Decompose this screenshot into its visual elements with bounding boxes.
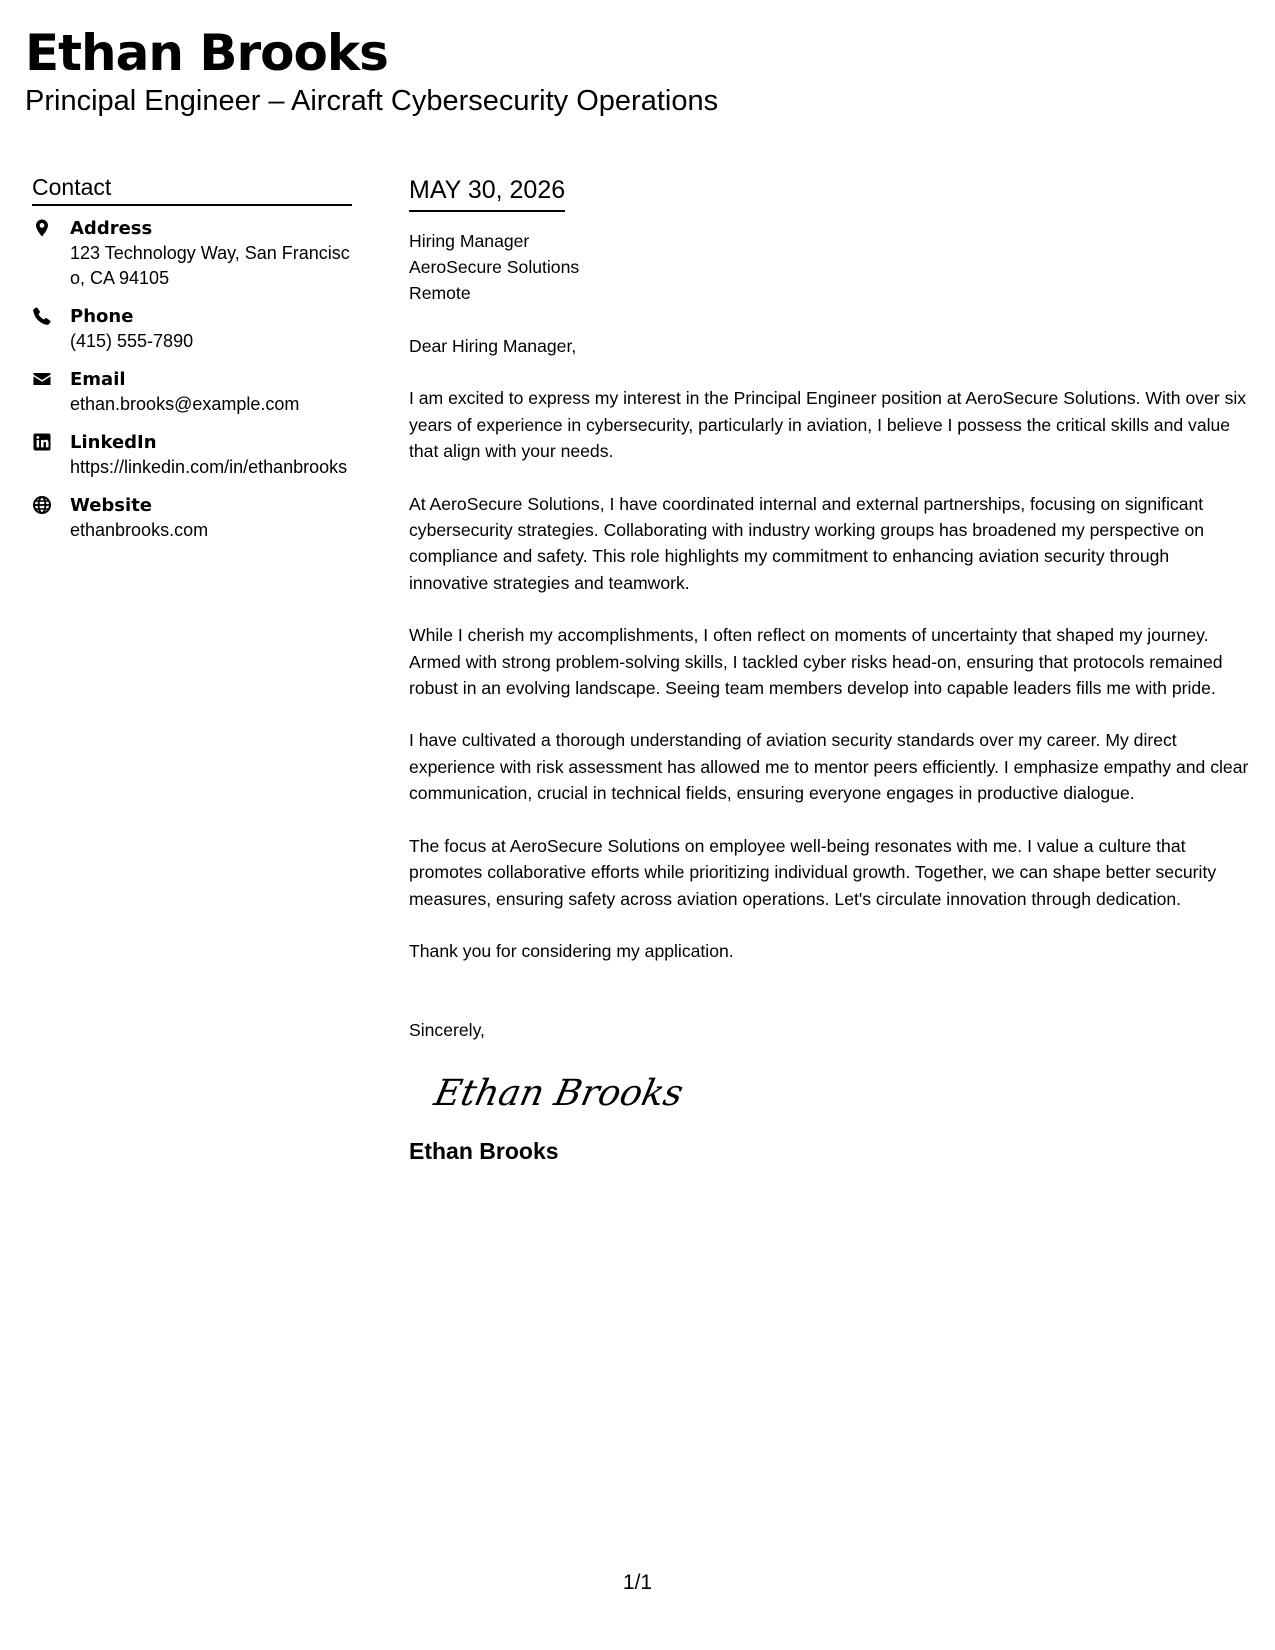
candidate-name: Ethan Brooks: [25, 24, 388, 82]
linkedin-icon: [32, 430, 70, 480]
contact-sidebar: [32, 172, 352, 556]
globe-icon: [32, 493, 70, 543]
envelope-icon: [32, 367, 70, 417]
recipient-company: AeroSecure Solutions: [409, 257, 580, 277]
closing: Sincerely,: [409, 1020, 485, 1041]
recipient-name: Hiring Manager: [409, 231, 530, 251]
signed-name: Ethan Brooks: [409, 1137, 559, 1164]
job-title: Principal Engineer – Aircraft Cybersecurity Operations: [25, 85, 719, 117]
phone-value: (415) 555-7890: [70, 331, 194, 351]
contact-item-phone: [32, 304, 352, 354]
letter-date: MAY 30, 2026: [409, 174, 565, 212]
paragraph-3: While I cherish my accomplishments, I often reflect on moments of uncertainty that shaped my journey. Armed with strong problem-solving skills, I tackled cyber risks head-on, ensuring that protocols remained robust in an evolving landscape. Seeing team members develop into capable leaders fills me with pride.: [409, 625, 1223, 699]
address-value: 123 Technology Way, San Francisco, CA 94105: [70, 243, 350, 288]
paragraph-5: The focus at AeroSecure Solutions on employee well-being resonates with me. I value a culture that promotes collaborative efforts while prioritizing individual growth. Together, we can shape better security measures, ensuring safety across aviation operations. Let's circulate innovation through dedication.: [409, 835, 1217, 909]
contact-heading: Contact: [32, 172, 352, 206]
page-number: 1/1: [622, 1571, 653, 1594]
linkedin-value[interactable]: https://linkedin.com/in/ethanbrooks: [70, 457, 348, 477]
map-pin-icon: [32, 216, 70, 291]
linkedin-label: LinkedIn: [70, 432, 157, 453]
contact-item-website: [32, 493, 352, 543]
handwritten-signature: Ethan Brooks: [430, 1072, 687, 1114]
salutation: Dear Hiring Manager,: [409, 336, 577, 356]
contact-item-address: [32, 216, 352, 291]
paragraph-1: I am excited to express my interest in the Principal Engineer position at AeroSecure Solutions. With over six years of experience in cybersecurity, particularly in aviation, I believe I possess the critical skills and value that align with your needs.: [409, 388, 1247, 462]
recipient-location: Remote: [409, 283, 471, 303]
website-label: Website: [70, 495, 153, 516]
contact-item-email: [32, 367, 352, 417]
thank-you-line: Thank you for considering my application.: [409, 940, 734, 961]
paragraph-2: At AeroSecure Solutions, I have coordinated internal and external partnerships, focusing on significant cybersecurity strategies. Collaborating with industry working groups has broadened my perspective on compliance and safety. This role highlights my commitment to enhancing aviation security through innovative strategies and teamwork.: [409, 493, 1205, 593]
email-label: Email: [70, 369, 126, 390]
address-label: Address: [70, 218, 153, 239]
phone-icon: [32, 304, 70, 354]
letter-body: [409, 174, 1249, 1166]
recipient-block: [409, 228, 1249, 306]
contact-item-linkedin: [32, 430, 352, 480]
header: [25, 22, 718, 118]
phone-label: Phone: [70, 306, 134, 327]
website-value[interactable]: ethanbrooks.com: [70, 520, 209, 540]
email-value[interactable]: ethan.brooks@example.com: [70, 394, 300, 414]
paragraph-4: I have cultivated a thorough understanding of aviation security standards over my career. My direct experience with risk assessment has allowed me to mentor peers efficiently. I emphasize empathy and clear communication, crucial in technical fields, ensuring everyone engages in productive dialogue.: [409, 730, 1249, 804]
